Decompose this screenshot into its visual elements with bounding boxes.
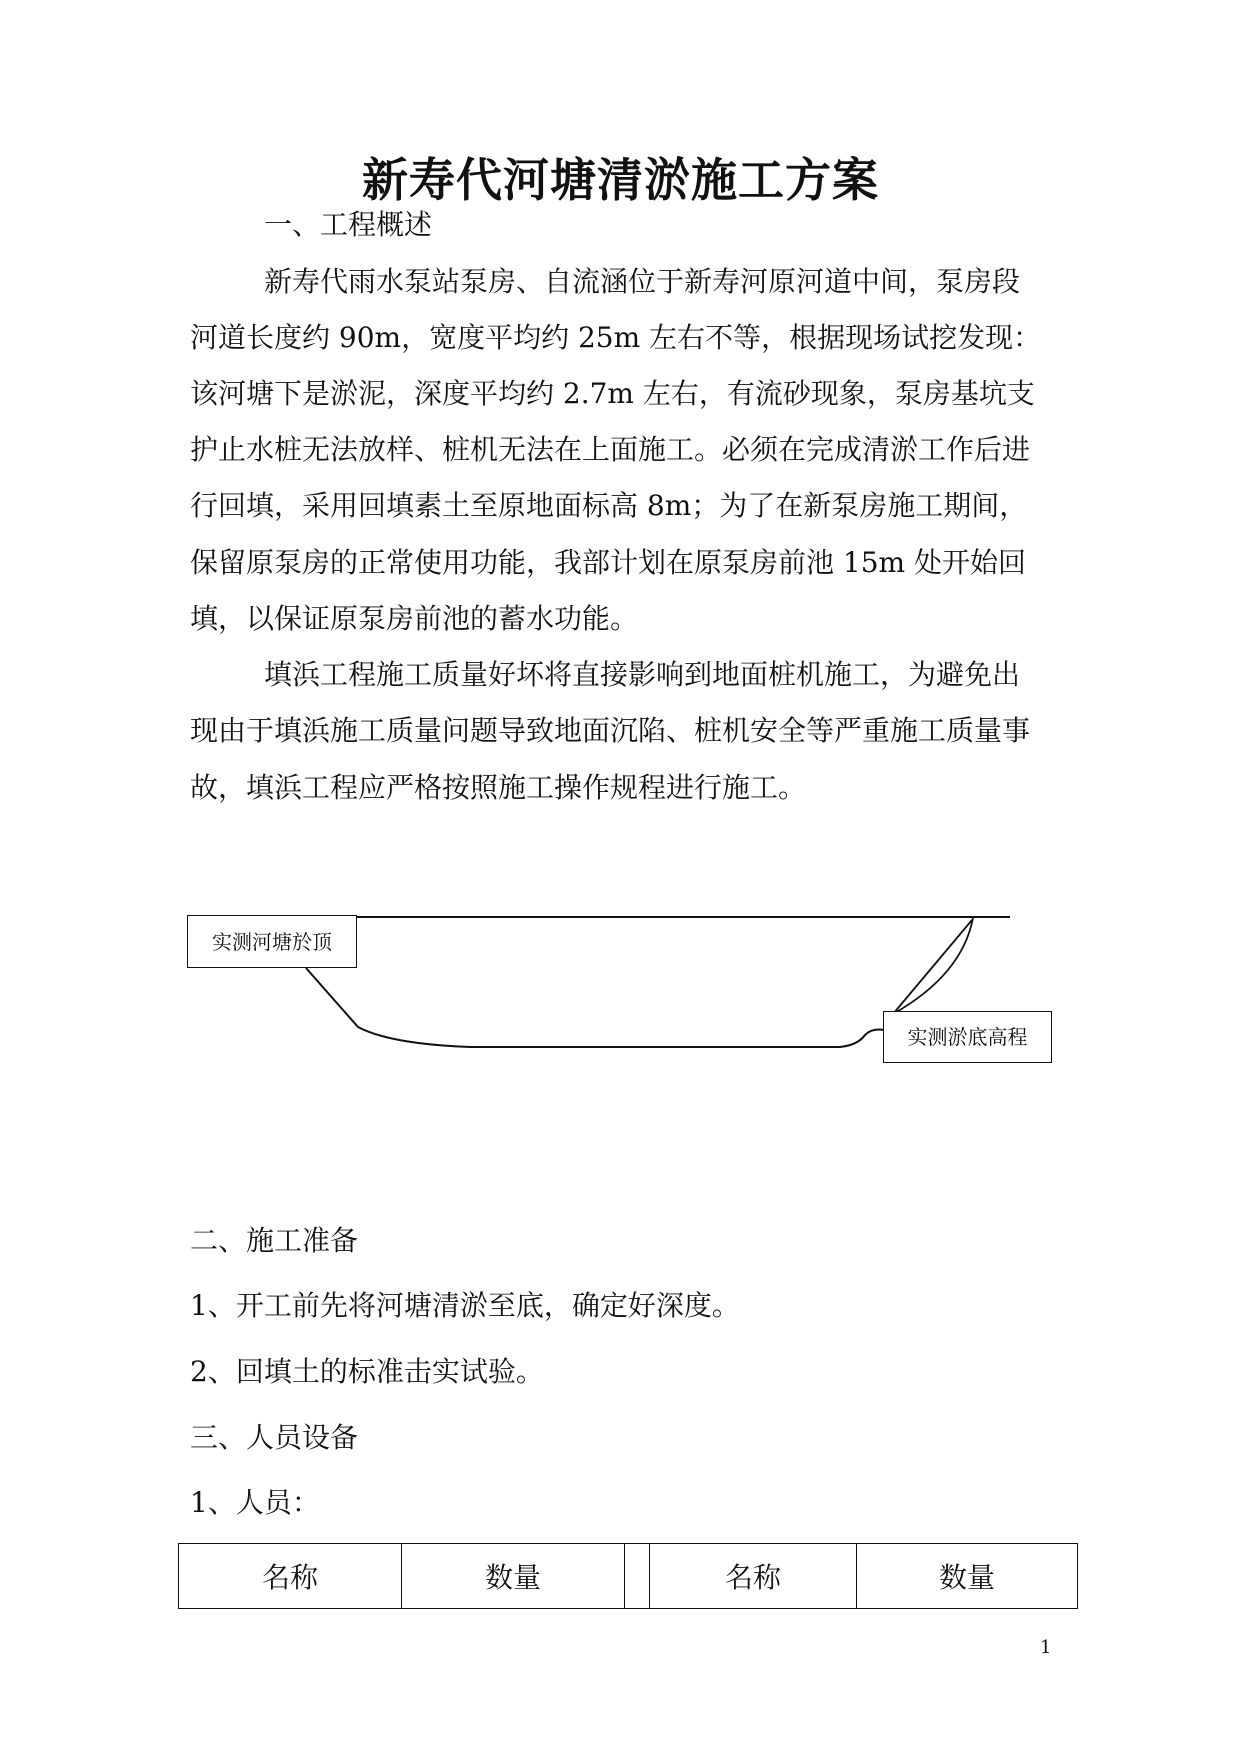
label-measured-silt-bottom: 实测淤底高程 bbox=[883, 1011, 1052, 1063]
section-3-subheading: 1、人员： bbox=[190, 1486, 320, 1519]
label-measured-pond-top: 实测河塘於顶 bbox=[187, 915, 357, 968]
table-header-gap bbox=[625, 1544, 650, 1609]
table-header-name-2: 名称 bbox=[650, 1544, 857, 1609]
table-header-quantity-1: 数量 bbox=[402, 1544, 625, 1609]
personnel-table bbox=[178, 1543, 1078, 1609]
paragraph-2-line-3: 故，填浜工程应严格按照施工操作规程进行施工。 bbox=[190, 771, 807, 804]
section-3-heading: 三、人员设备 bbox=[190, 1421, 359, 1454]
paragraph-1-line-3: 该河塘下是淤泥，深度平均约 2.7m 左右，有流砂现象，泵房基坑支 bbox=[190, 377, 1035, 410]
paragraph-1-line-6: 保留原泵房的正常使用功能，我部计划在原泵房前池 15m 处开始回 bbox=[190, 546, 1026, 579]
page-title: 新寿代河塘清淤施工方案 bbox=[362, 153, 879, 207]
section-2-heading: 二、施工准备 bbox=[190, 1224, 359, 1257]
table-header-row bbox=[179, 1544, 1078, 1609]
page-number: 1 bbox=[1040, 1637, 1052, 1658]
paragraph-1-line-7: 填，以保证原泵房前池的蓄水功能。 bbox=[190, 602, 639, 635]
pond-bottom-profile bbox=[306, 968, 884, 1047]
paragraph-1-line-4: 护止水桩无法放样、桩机无法在上面施工。必须在完成清淤工作后进 bbox=[190, 433, 1031, 466]
section-2-item-1: 1、开工前先将河塘清淤至底，确定好深度。 bbox=[190, 1289, 740, 1322]
pond-right-slope-1 bbox=[893, 920, 972, 1014]
section-1-heading: 一、工程概述 bbox=[264, 208, 433, 241]
table-header-quantity-2: 数量 bbox=[857, 1544, 1078, 1609]
paragraph-1-line-1: 新寿代雨水泵站泵房、自流涵位于新寿河原河道中间，泵房段 bbox=[264, 265, 1021, 298]
paragraph-2-line-1: 填浜工程施工质量好坏将直接影响到地面桩机施工，为避免出 bbox=[264, 658, 1021, 691]
paragraph-1-line-2: 河道长度约 90m，宽度平均约 25m 左右不等，根据现场试挖发现： bbox=[190, 321, 1042, 354]
table-header-name-1: 名称 bbox=[179, 1544, 402, 1609]
section-2-item-2: 2、回填土的标准击实试验。 bbox=[190, 1355, 544, 1388]
paragraph-1-line-5: 行回填，采用回填素土至原地面标高 8m；为了在新泵房施工期间， bbox=[190, 489, 1028, 522]
paragraph-2-line-2: 现由于填浜施工质量问题导致地面沉陷、桩机安全等严重施工质量事 bbox=[190, 714, 1031, 747]
